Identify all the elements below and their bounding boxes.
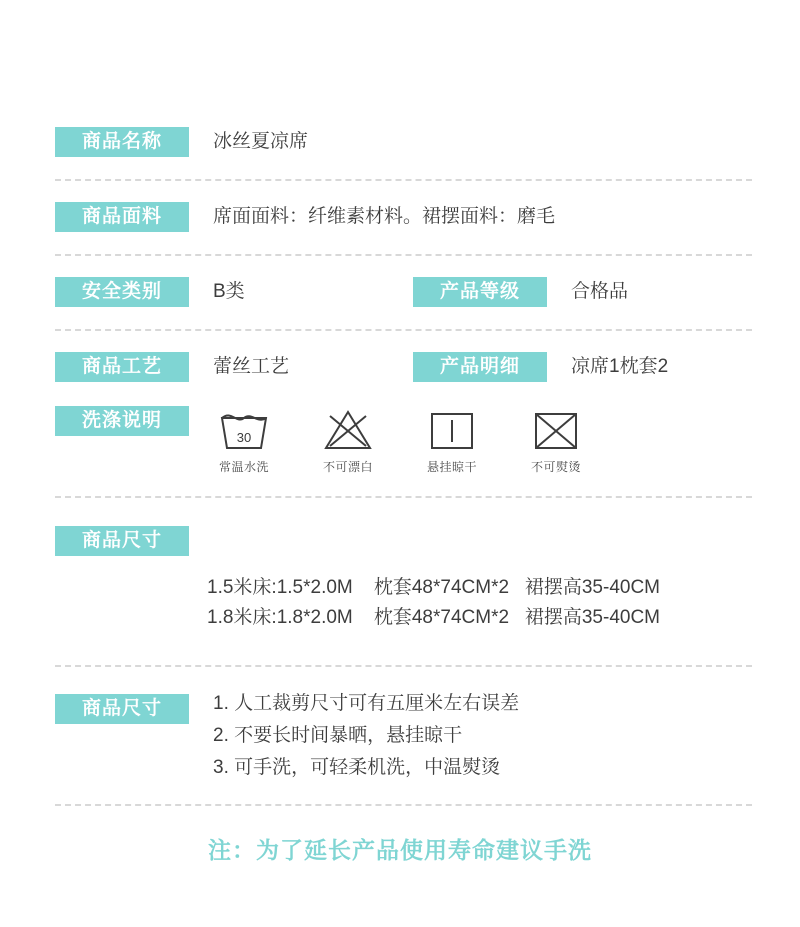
divider-6 bbox=[55, 804, 752, 806]
hang-dry-icon bbox=[425, 406, 479, 452]
no-bleach-icon bbox=[321, 406, 375, 452]
size-line: 1.5米床:1.5*2.0M 枕套48*74CM*2 裙摆高35-40CM bbox=[207, 577, 661, 598]
no-iron-icon bbox=[529, 406, 583, 452]
divider-4 bbox=[55, 496, 752, 498]
wash-caption: 不可漂白 bbox=[322, 460, 373, 474]
label-safety-category: 安全类别 bbox=[55, 277, 189, 307]
size-line: 1.8米床:1.8*2.0M 枕套48*74CM*2 裙摆高35-40CM bbox=[207, 607, 661, 628]
label-size: 商品尺寸 bbox=[55, 526, 189, 556]
notes-line: 3. 可手洗，可轻柔机洗，中温熨烫 bbox=[213, 757, 501, 778]
value-fabric: 席面面料：纤维素材料。裙摆面料：磨毛 bbox=[213, 206, 556, 227]
spec-row-size bbox=[0, 526, 800, 556]
wash-icon-group bbox=[213, 406, 587, 475]
wash-caption: 不可熨烫 bbox=[530, 460, 581, 474]
wash-caption: 常温水洗 bbox=[218, 460, 269, 474]
label-product-grade: 产品等级 bbox=[413, 277, 547, 307]
spec-row-wash-instructions bbox=[0, 406, 800, 475]
value-product-details: 凉席1枕套2 bbox=[571, 356, 669, 377]
spec-row-craft bbox=[0, 352, 800, 382]
wash-item-no-bleach bbox=[317, 406, 379, 475]
divider-2 bbox=[55, 254, 752, 256]
divider-1 bbox=[55, 179, 752, 181]
label-product-details: 产品明细 bbox=[413, 352, 547, 382]
wash-item-machine-wash bbox=[213, 406, 275, 475]
spec-row-product-name bbox=[0, 127, 800, 157]
label-product-name: 商品名称 bbox=[55, 127, 189, 157]
notes-line: 1. 人工裁剪尺寸可有五厘米左右误差 bbox=[213, 693, 520, 714]
wash-item-hang-dry bbox=[421, 406, 483, 475]
notes-line: 2. 不要长时间暴晒，悬挂晾干 bbox=[213, 725, 463, 746]
divider-3 bbox=[55, 329, 752, 331]
label-craft: 商品工艺 bbox=[55, 352, 189, 382]
spec-row-safety bbox=[0, 277, 800, 307]
notes-block bbox=[213, 688, 519, 784]
product-spec-sheet bbox=[0, 127, 800, 927]
wash-caption: 悬挂晾干 bbox=[426, 460, 477, 474]
spec-row-fabric bbox=[0, 202, 800, 232]
label-fabric: 商品面料 bbox=[55, 202, 189, 232]
wash-item-no-iron bbox=[525, 406, 587, 475]
label-wash-instructions: 洗涤说明 bbox=[55, 406, 189, 436]
size-value-block bbox=[0, 573, 800, 633]
divider-5 bbox=[55, 665, 752, 667]
value-product-name: 冰丝夏凉席 bbox=[213, 131, 309, 152]
value-safety-category: B类 bbox=[213, 281, 245, 302]
spec-row-notes bbox=[0, 694, 800, 784]
footer-note: 注：为了延长产品使用寿命建议手洗 bbox=[208, 837, 592, 863]
label-notes: 商品尺寸 bbox=[55, 694, 189, 724]
svg-text:30: 30 bbox=[236, 430, 252, 445]
value-craft: 蕾丝工艺 bbox=[213, 356, 290, 377]
value-product-grade: 合格品 bbox=[571, 281, 629, 302]
wash-tub-30-icon bbox=[217, 406, 271, 452]
